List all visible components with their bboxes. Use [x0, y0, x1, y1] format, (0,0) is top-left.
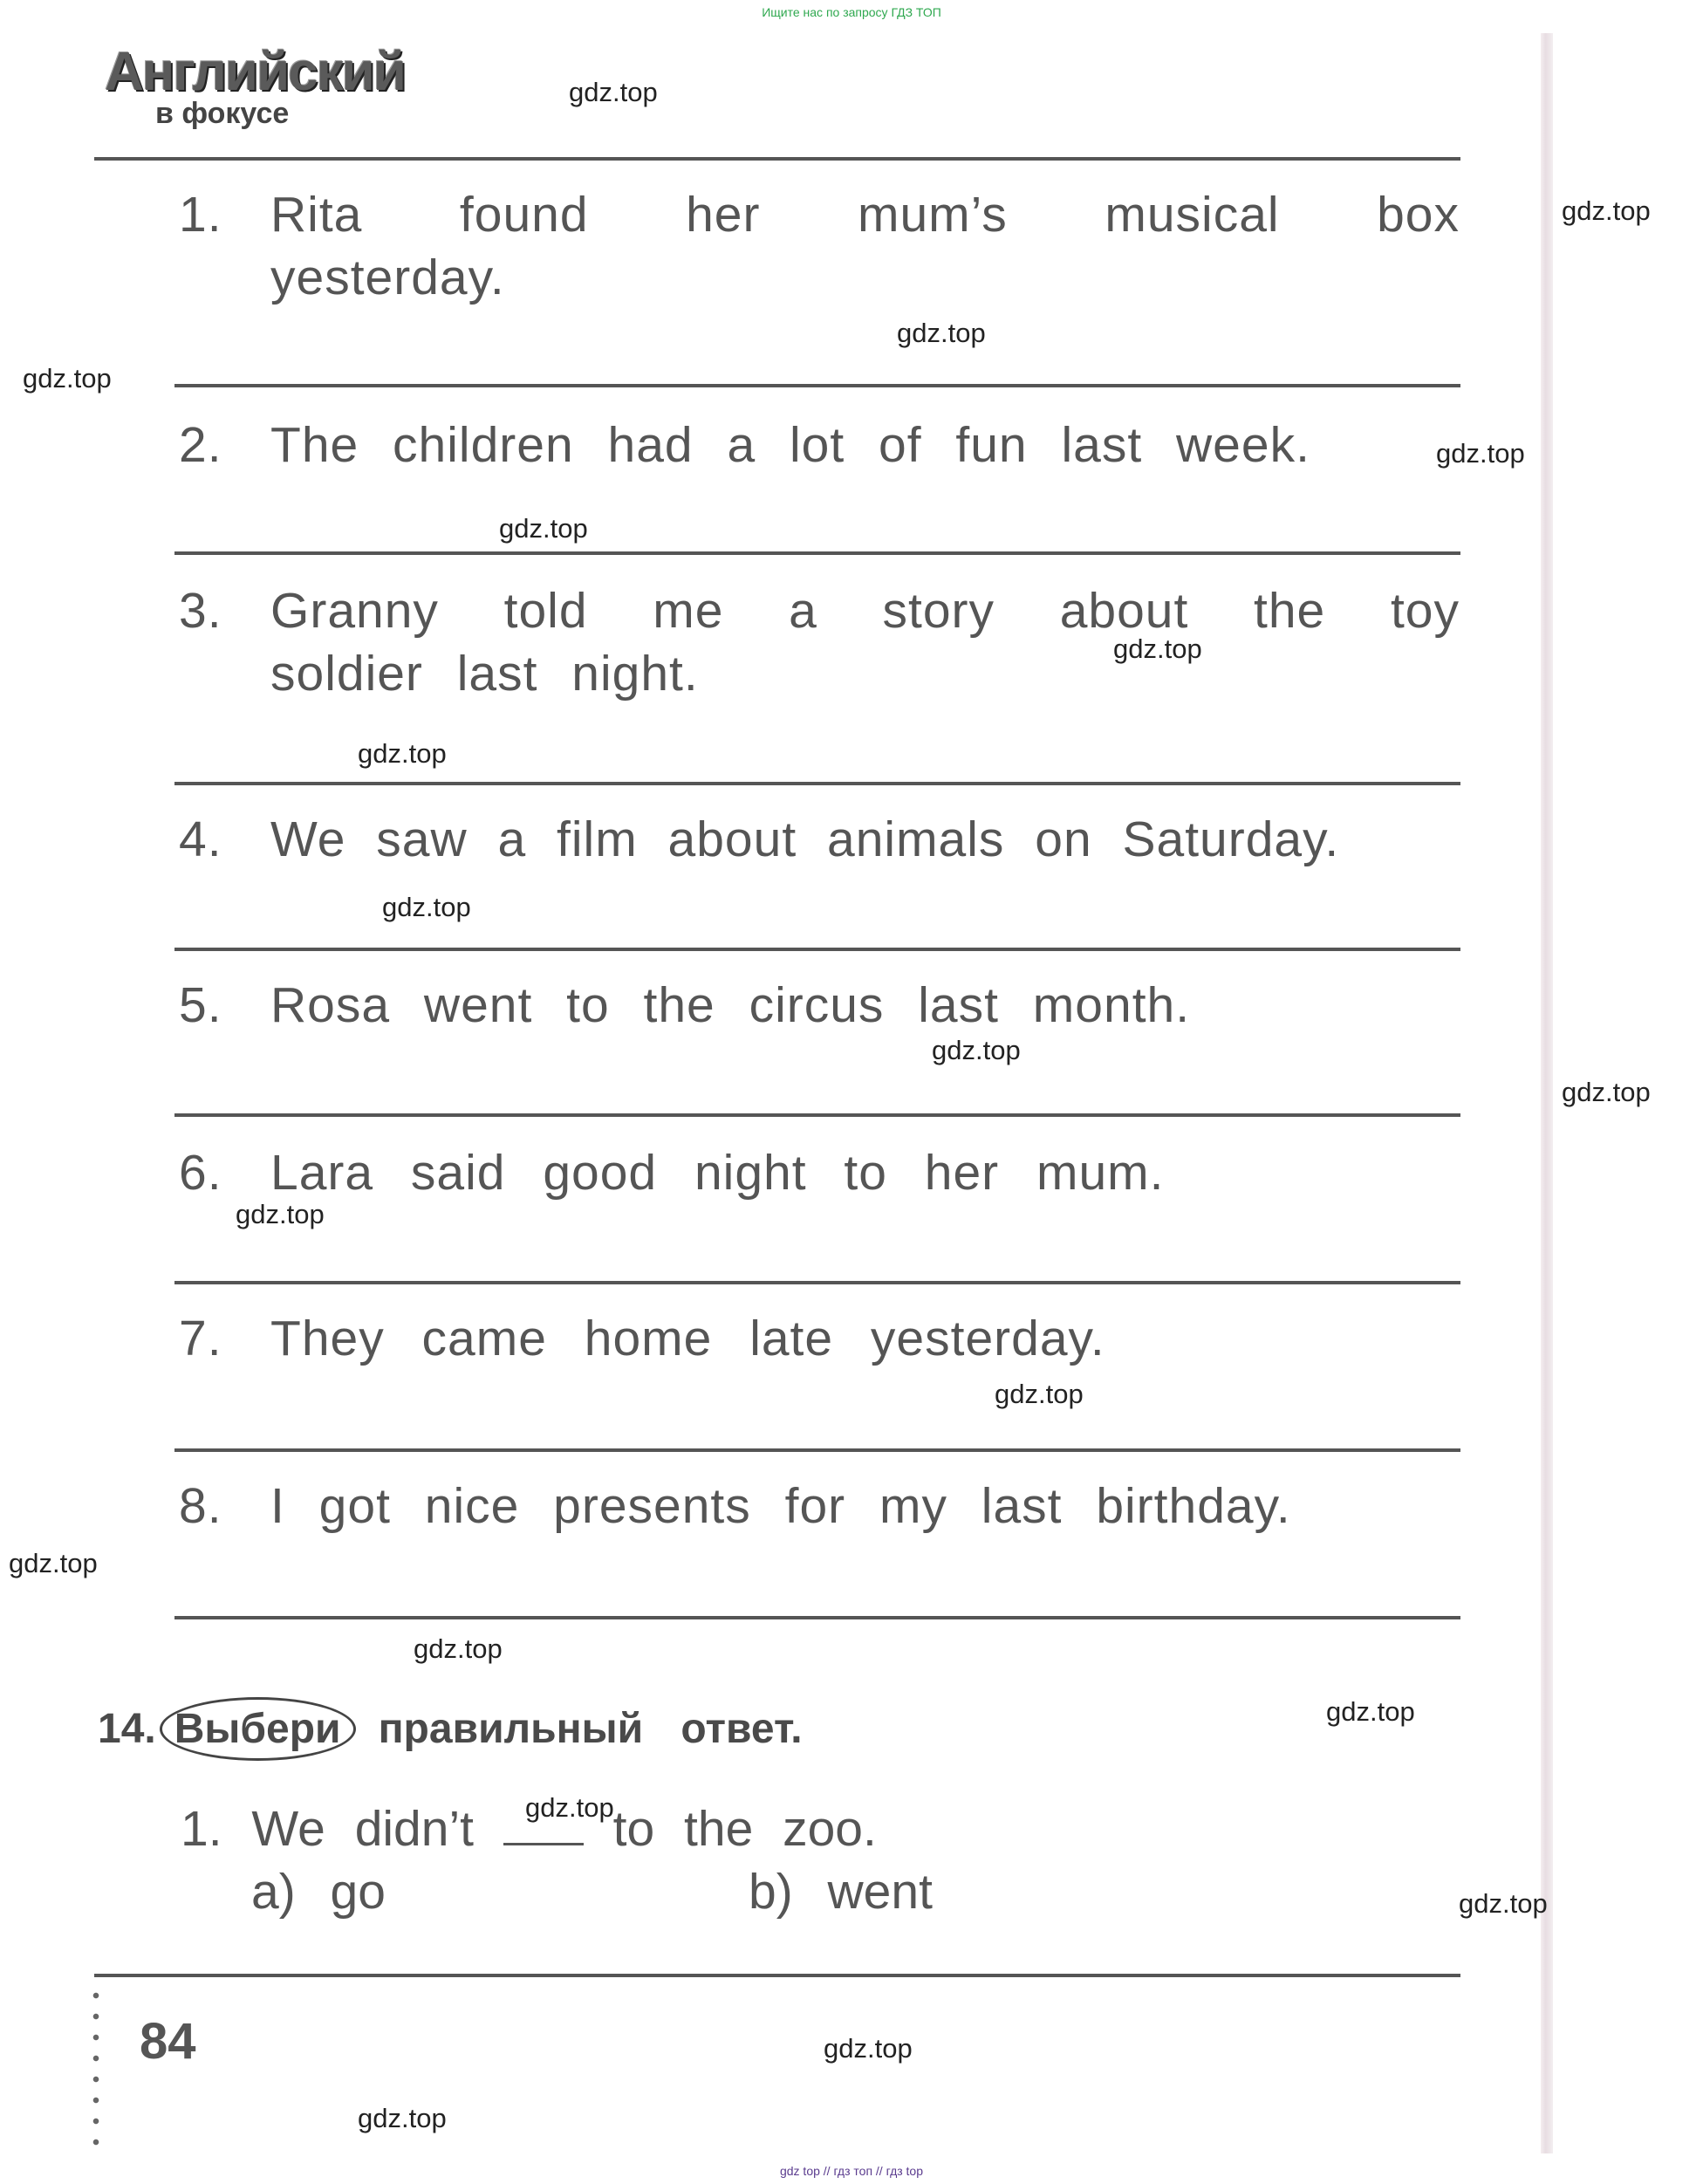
option-a[interactable]: a) go — [251, 1864, 386, 1920]
item-text: Rosa went to the circus last month. — [270, 977, 1191, 1033]
circled-word: Выбери — [160, 1697, 356, 1761]
item-number: 5. — [179, 977, 222, 1033]
watermark: gdz.top — [1113, 633, 1202, 664]
watermark: gdz.top — [1436, 438, 1525, 469]
item-number: 6. — [179, 1145, 222, 1201]
question-text-after: to the zoo. — [612, 1801, 877, 1857]
item-text: We saw a film about animals on Saturday. — [270, 811, 1340, 867]
watermark: gdz.top — [23, 363, 112, 394]
watermark: gdz.top — [995, 1379, 1084, 1409]
book-logo — [105, 42, 405, 141]
task-number: 14. — [98, 1706, 156, 1752]
watermark: gdz.top — [569, 77, 658, 107]
watermark: gdz.top — [9, 1548, 98, 1578]
task-instruction: правильный ответ. — [378, 1706, 803, 1752]
item-number: 1. — [179, 187, 222, 243]
watermark: gdz.top — [1562, 1077, 1651, 1107]
question-text-before: We didn’t — [251, 1801, 474, 1857]
answer-line — [174, 782, 1460, 785]
item-text: The children had a lot of fun last week. — [270, 417, 1310, 473]
logo-title: Английский — [105, 42, 405, 102]
item-number: 3. — [179, 583, 222, 639]
task-heading — [98, 1697, 803, 1761]
answer-line — [174, 1113, 1460, 1117]
watermark: gdz.top — [358, 738, 447, 769]
item-number: 8. — [179, 1478, 222, 1534]
watermark: gdz.top — [824, 2033, 913, 2064]
dotted-margin — [92, 1985, 99, 2155]
answer-line — [174, 551, 1460, 555]
answer-line — [174, 1616, 1460, 1619]
watermark: gdz.top — [499, 513, 588, 544]
watermark: gdz.top — [932, 1035, 1021, 1065]
item-text: Lara said good night to her mum. — [270, 1145, 1165, 1201]
watermark: gdz.top — [414, 1633, 503, 1664]
item-text: Rita found her mum’s musical box — [270, 187, 1460, 243]
footer-rule — [94, 1974, 1460, 1977]
item-text: Granny told me a story about the toy — [270, 583, 1460, 639]
watermark: gdz.top — [358, 2103, 447, 2133]
watermark: gdz.top — [1459, 1888, 1548, 1919]
answer-line — [174, 1281, 1460, 1284]
question-number: 1. — [181, 1801, 222, 1857]
footer-banner: gdz top // гдз топ // гдз top — [779, 2164, 924, 2178]
item-text: I got nice presents for my last birthday. — [270, 1478, 1291, 1534]
page-number: 84 — [140, 2013, 196, 2070]
item-text: They came home late yesterday. — [270, 1311, 1105, 1366]
page-edge — [1541, 33, 1553, 2153]
watermark: gdz.top — [382, 892, 471, 922]
header-rule — [94, 157, 1460, 161]
item-number: 2. — [179, 417, 222, 473]
watermark: gdz.top — [1326, 1696, 1415, 1727]
item-text-cont: soldier last night. — [270, 646, 699, 702]
watermark: gdz.top — [1562, 195, 1651, 226]
option-b[interactable]: b) went — [749, 1864, 933, 1920]
watermark: gdz.top — [525, 1792, 614, 1823]
answer-line — [174, 1448, 1460, 1452]
item-text-cont: yesterday. — [270, 250, 505, 305]
answer-line — [174, 384, 1460, 387]
item-number: 4. — [179, 811, 222, 867]
watermark: gdz.top — [236, 1199, 325, 1229]
watermark: gdz.top — [897, 318, 986, 348]
answer-line — [174, 948, 1460, 951]
top-banner: Ищите нас по запросу ГДЗ ТОП — [762, 5, 941, 19]
item-number: 7. — [179, 1311, 222, 1366]
logo-subtitle: в фокусе — [155, 97, 290, 130]
